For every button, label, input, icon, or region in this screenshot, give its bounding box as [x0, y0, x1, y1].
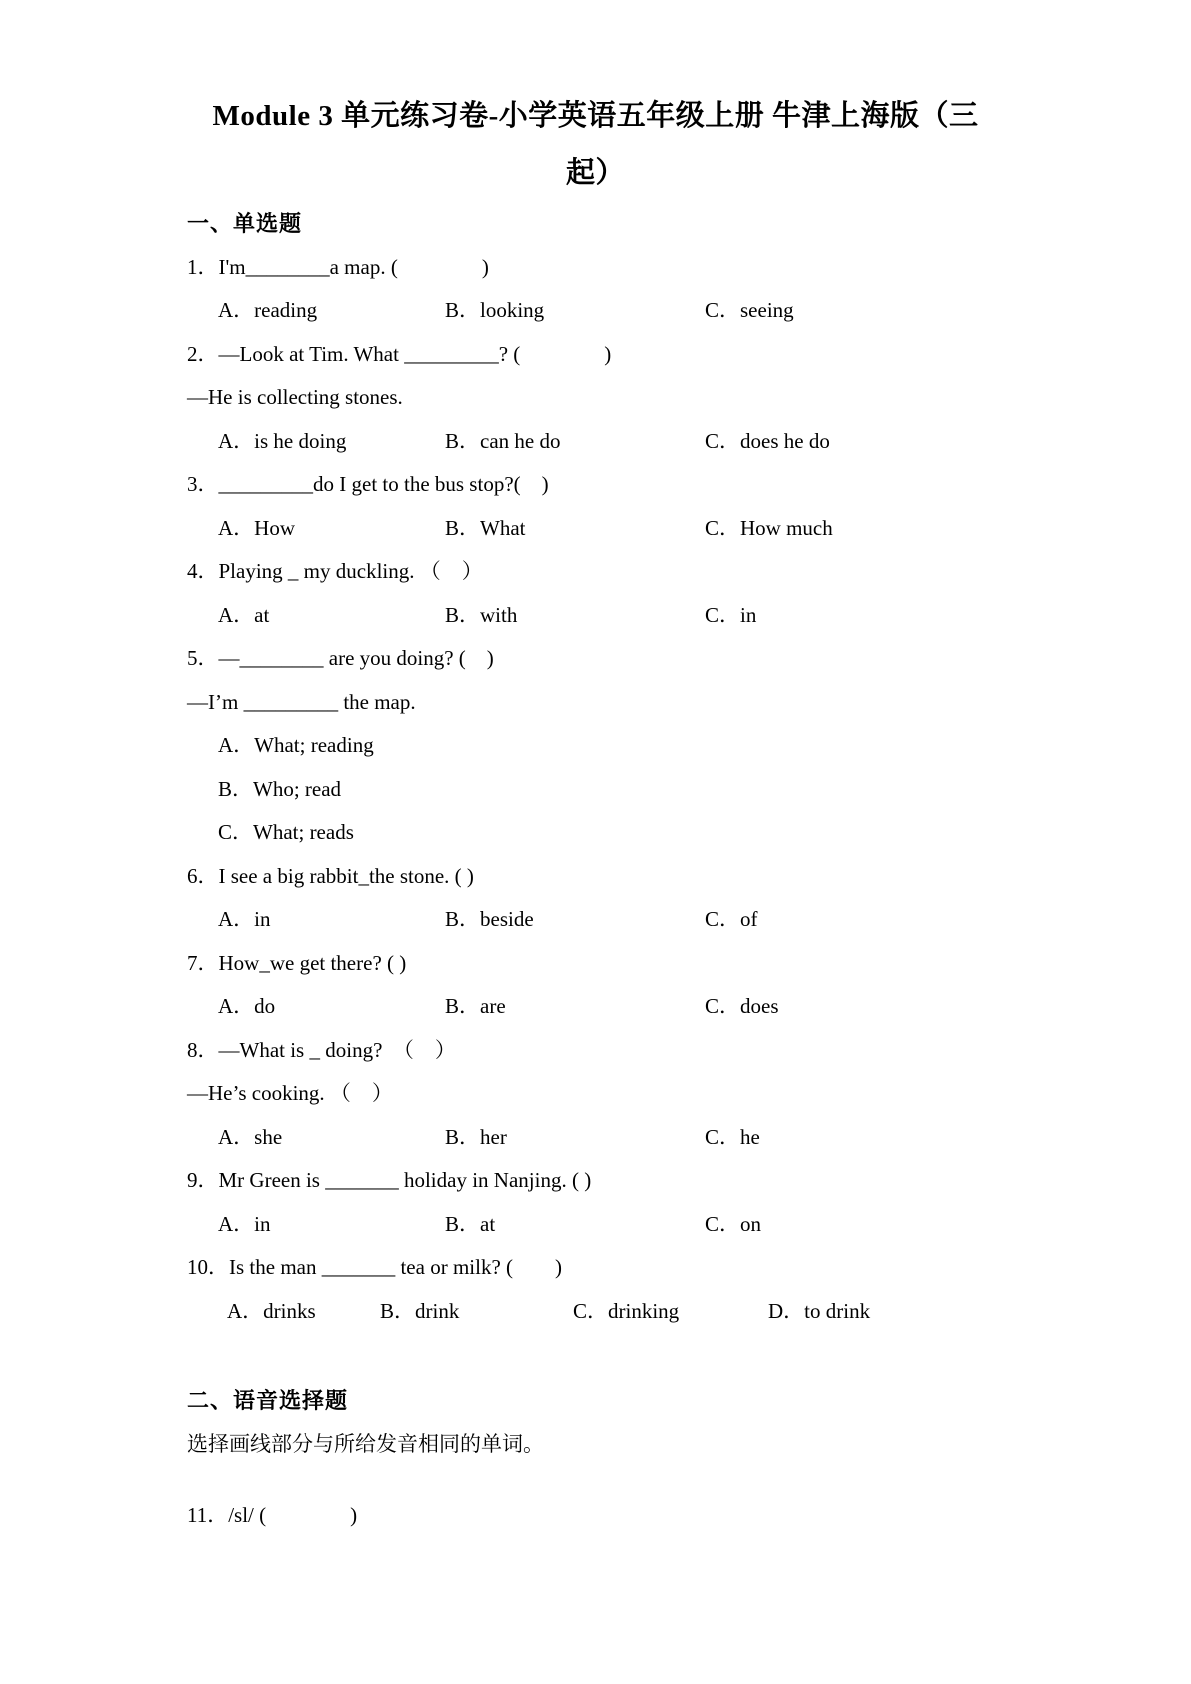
question-2-option-c: C．does he do: [705, 428, 830, 453]
question-10-options: [187, 1290, 1101, 1334]
question-9-options: [187, 1203, 1101, 1247]
question-2-option-a: A．is he doing: [218, 428, 347, 453]
section-1-heading: 一、单选题: [187, 211, 303, 236]
question-10-option-b: B．drink: [380, 1298, 460, 1323]
question-3-stem: 3．_________do I get to the bus stop?( ): [187, 472, 549, 496]
section-2-heading: 二、语音选择题: [187, 1388, 349, 1413]
question-5-stem: 5．—________ are you doing? ( ): [187, 646, 494, 670]
question-3-option-c: C．How much: [705, 515, 833, 540]
question-1-option-b: B．looking: [445, 298, 545, 322]
question-3-option-a: A．How: [218, 515, 295, 540]
question-10-option-a: A．drinks: [227, 1298, 316, 1323]
question-8-stem: 8．—What is _ doing? （ ）: [187, 1037, 456, 1062]
question-1-option-a: A．reading: [218, 298, 318, 322]
question-4-options: [187, 594, 1101, 638]
question-1-options: [187, 289, 1101, 333]
question-2-option-b: B．can he do: [445, 428, 561, 453]
question-11: [187, 1494, 1101, 1538]
question-9-option-b: B．at: [445, 1211, 496, 1236]
question-9-stem: 9．Mr Green is _______ holiday in Nanjing. ( ): [187, 1168, 592, 1192]
question-3-option-b: B．What: [445, 515, 526, 540]
question-8: [187, 1029, 1101, 1160]
page-title: [0, 88, 1191, 202]
question-9-option-c: C．on: [705, 1211, 762, 1236]
question-4-option-a: A．at: [218, 602, 270, 627]
question-4-option-b: B．with: [445, 602, 518, 627]
question-10-stem: 10．Is the man _______ tea or milk? ( ): [187, 1255, 563, 1279]
question-7-options: [187, 985, 1101, 1029]
question-6-stem: 6．I see a big rabbit_the stone. ( ): [187, 863, 474, 888]
question-2-stem: 2．—Look at Tim. What _________? ( ): [187, 341, 612, 366]
question-5-response: —I’m _________ the map.: [187, 689, 416, 714]
question-2: [187, 333, 1101, 464]
question-4-stem: 4．Playing _ my duckling. （ ）: [187, 559, 483, 583]
question-2-response: —He is collecting stones.: [187, 385, 403, 409]
question-8-options: [187, 1116, 1101, 1160]
question-1-option-c: C．seeing: [705, 298, 794, 322]
question-3-options: [187, 507, 1101, 551]
question-11-stem: 11．/sl/ ( ): [187, 1503, 358, 1527]
question-8-response: —He’s cooking. （ ）: [187, 1081, 393, 1105]
page-title-line1: Module 3 单元练习卷-小学英语五年级上册 牛津上海版（三: [212, 100, 979, 132]
question-6: [187, 855, 1101, 942]
question-1: [187, 246, 1101, 333]
section-2-instruction: 选择画线部分与所给发音相同的单词。: [187, 1431, 544, 1456]
question-5-option-b: B．Who; read: [218, 776, 342, 801]
page-title-line2: 起）: [565, 157, 625, 189]
question-9-option-a: A．in: [218, 1211, 271, 1236]
question-7-stem: 7．How_we get there? ( ): [187, 950, 407, 975]
question-9: [187, 1159, 1101, 1246]
question-10-option-d: D．to drink: [768, 1298, 871, 1323]
question-8-option-c: C．he: [705, 1124, 760, 1149]
question-7: [187, 942, 1101, 1029]
document-content: [0, 202, 1191, 1538]
question-6-option-b: B．beside: [445, 907, 534, 931]
question-10-option-c: C．drinking: [573, 1298, 680, 1323]
question-7-option-c: C．does: [705, 994, 779, 1018]
question-5-option-c: C．What; reads: [218, 820, 354, 844]
question-5-option-a: A．What; reading: [218, 733, 374, 757]
question-6-option-a: A．in: [218, 907, 271, 931]
question-6-option-c: C．of: [705, 907, 758, 931]
question-4: [187, 550, 1101, 637]
question-7-option-b: B．are: [445, 994, 506, 1018]
question-3: [187, 463, 1101, 550]
question-6-options: [187, 898, 1101, 942]
question-8-option-a: A．she: [218, 1124, 283, 1149]
question-7-option-a: A．do: [218, 994, 276, 1018]
question-2-options: [187, 420, 1101, 464]
question-1-stem: 1．I'm________a map. ( ): [187, 254, 489, 279]
question-5: [187, 637, 1101, 855]
question-4-option-c: C．in: [705, 602, 757, 627]
question-8-option-b: B．her: [445, 1124, 507, 1149]
question-10: [187, 1246, 1101, 1333]
